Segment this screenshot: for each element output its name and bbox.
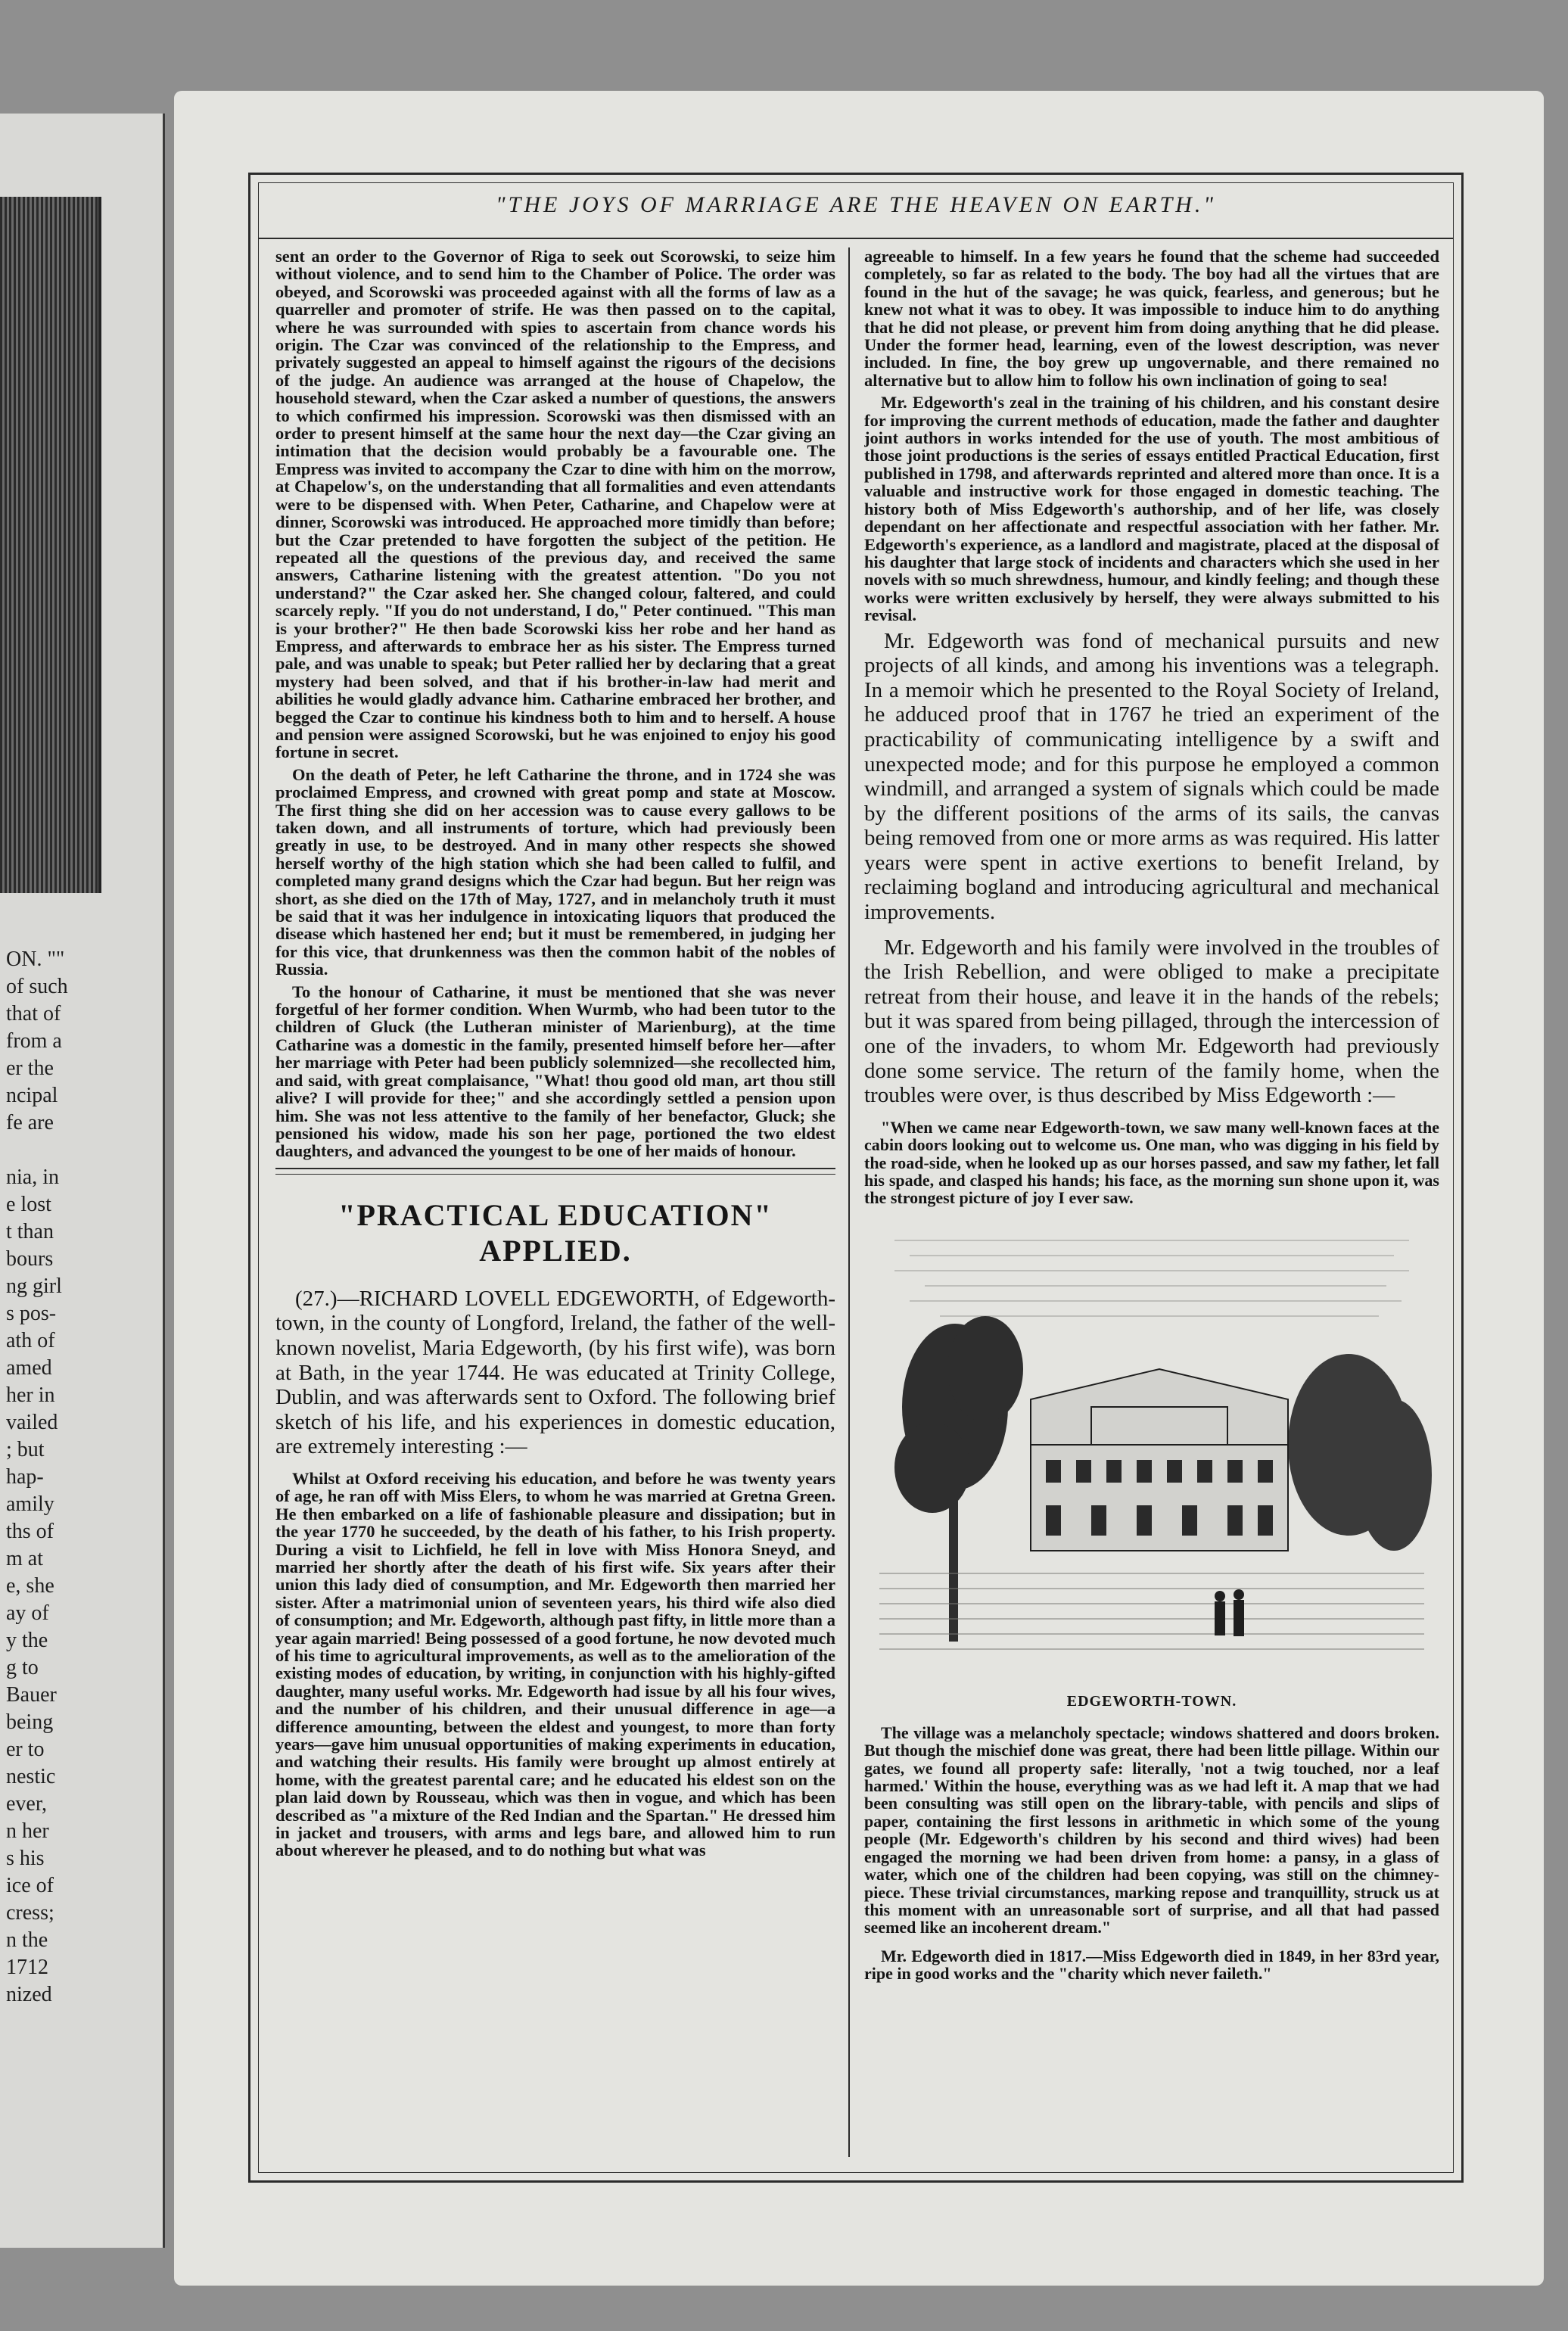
facing-page-fragment: amed	[6, 1356, 52, 1380]
facing-page-fragment: her in	[6, 1383, 55, 1407]
facing-page-fragment: er the	[6, 1057, 54, 1080]
facing-page-fragment: g to	[6, 1656, 39, 1679]
quote-village: The village was a melancholy spectacle; windows shattered and doors broken. But though the mischief done was great, there had been little pillage. Within our gates, we found all property safe: literally, 'not a twig touched, nor a leaf harmed.' Within the house, everything was as we had left it. A map that we had been consulting was still open on the library-table, with pencils and slips of paper, containing the first lessons in arithmetic in which some of the young people (Mr. Edgeworth's children by his second and third wives) had been engaged the morning we had been driven from home: a pansy, in a glass of water, which one of the children had been copying, was still on the chimney-piece. These trivial circumstances, marking repose and tranquillity, struck us at this moment with an unreasonable sort of surprise, and all that had passed seemed like an incoherent dream."	[864, 1723, 1439, 1937]
facing-page-fragment: hap-	[6, 1465, 44, 1489]
facing-page-fragment: amily	[6, 1492, 54, 1516]
edgeworth-town-engraving	[864, 1218, 1439, 1687]
paragraph-savage-boy: agreeable to himself. In a few years he found that the scheme had succeeded completely, so far as related to the body. The boy had all the virtues that are found in the hut of the savage; he was quick, fearless, and generous; but he knew not what it was to obey. It was impossible to induce him to do anything that he did not please, or prevent him from doing anything that he did please. Under the former head, learning, even of the lowest description, was never included. In fine, the boy grew up ungovernable, and there remained no alternative but to allow him to follow his own inclination of going to sea!	[864, 247, 1439, 390]
facing-page-fragment: nized	[6, 1983, 52, 2006]
page-frame	[248, 173, 1464, 2183]
facing-page-fragment: s pos-	[6, 1302, 57, 1325]
facing-page-fragment: nia, in	[6, 1166, 59, 1189]
paragraph-honour-of-catharine: To the honour of Catharine, it must be mentioned that she was never forgetful of her former condition. When Wurmb, who had been tutor to the children of Gluck (the Lutheran minister of Marienburg), at the time Catharine was a domestic in the family, presented himself before her—after her marriage with Peter had been publicly solemnized—she recollected him, and said, with great complaisance, "What! thou good old man, art thou still alive? I will provide for thee;" and she accordingly settled a pension upon him. She was not less attentive to the family of her benefactor, Gluck; she pensioned his widow, made his son her page, portioned the two eldest daughters, and advanced the youngest to be one of her maids of honour.	[275, 982, 835, 1161]
facing-page-fragment: that of	[6, 1002, 61, 1025]
facing-page-fragment: e lost	[6, 1193, 51, 1216]
paragraph-joint-authors: Mr. Edgeworth's zeal in the training of his children, and his constant desire for improving the current methods of education, made the father and daughter joint authors in works intended for the use of youth. The most ambitious of those joint productions is the series of essays entitled Practical Education, first published in 1798, and afterwards reprinted and altered more than once. It is a valuable and instructive work for those engaged in domestic teaching. The history both of Miss Edgeworth's authorship, and of her life, was closely dependant on her affectionate and respectful association with her father. Mr. Edgeworth's experience, as a landlord and magistrate, placed at the disposal of his daughter that large stock of incidents and characters which she used in her novels with so much shrewdness, humour, and kindly feeling; and though these works were written exclusively by herself, they were always submitted to his revisal.	[864, 393, 1439, 625]
facing-page-fragment: ncipal	[6, 1084, 58, 1107]
quote-return-home: "When we came near Edgeworth-town, we saw many well-known faces at the cabin doors looking out to welcome us. One man, who was digging in his field by the road-side, when he looked up as our horses passed, and saw my father, let fall his spade, and clasped his hands; his face, as the morning sun shone upon it, was the strongest picture of joy I ever saw.	[864, 1117, 1439, 1208]
paragraph-death-of-peter: On the death of Peter, he left Catharine the throne, and in 1724 she was proclaimed Empress, and crowned with great pomp and state at Moscow. The first thing she did on her accession was to cause every gallows to be taken down, and all instruments of torture, which had previously been greatly in use, to be destroyed. And in many other respects she showed herself worthy of the high station which she had been called to fulfil, and completed many grand designs which the Czar had begun. But her reign was short, as she died on the 17th of May, 1727, and in melancholy truth it must be said that it was her indulgence in intoxicating liquors that produced the disease which hastened her end; but it must be remembered, in judging her for this vice, that drunkenness was then the common habit of the nobles of Russia.	[275, 764, 835, 979]
facing-page-text-fragments	[6, 946, 157, 2009]
paragraph-edgeworth-intro: (27.)—RICHARD LOVELL EDGEWORTH, of Edgeworth-town, in the county of Longford, Ireland, the father of the well-known novelist, Maria Edgeworth, (by his first wife), was born at Bath, in the year 1744. He was educated at Trinity College, Dublin, and was afterwards sent to Oxford. The following brief sketch of his life, and his experiences in domestic education, are extremely interesting :—	[275, 1286, 835, 1459]
facing-page-fragment: n her	[6, 1819, 49, 1843]
paragraph-scorowski: sent an order to the Governor of Riga to seek out Scorowski, to seize him without violence, and to send him to the Chamber of Police. The order was obeyed, and Scorowski was proceeded against with all the forms of law as a quarreller and promoter of strife. He was then passed on to the capital, where he was surrounded with spies to ascertain from chance words his origin. The Czar was convinced of the relationship to the Empress, and privately suggested an appeal to himself against the rigours of the decisions of the judge. An audience was arranged at the house of Chapelow, the household steward, when the Czar asked a number of questions, the answers to which confirmed his impression. Scorowski was then dismissed with an order to present himself at the same hour the next day—the Czar giving an intimation that the decision would probably be a favourable one. The Empress was invited to accompany the Czar to dine with him on the morrow, at Chapelow's, on the understanding that all formalities and even attendants were to be dispensed with. When Peter, Catharine, and Chapelow were at dinner, Scorowski was introduced. He approached more timidly than before; but the Czar pretended to have forgotten the subject of the petition. He repeated all the questions of the previous day, and received the same answers, Catharine listening with the greatest attention. "Do you not understand?" the Czar asked her. She changed colour, faltered, and could scarcely reply. "If you do not understand, I do," Peter continued. "This man is your brother?" He then bade Scorowski kiss her robe and her hand as Empress, and afterwards to embrace her as his sister. The Empress turned pale, and was unable to speak; but Peter rallied her by declaring that a great mystery had been solved, and that if his brother-in-law had merit and abilities he would gladly advance him. Catharine embraced her brother, and begged the Czar to continue his kindness both to him and to herself. A house and pension were assigned Scorowski, but he was enjoined to enjoy his good fortune in secret.	[275, 247, 835, 762]
main-page	[174, 91, 1544, 2286]
page-frame-inner	[258, 182, 1454, 2173]
facing-page-fragment	[6, 1137, 157, 1164]
facing-page-fragment: from a	[6, 1029, 62, 1053]
left-column	[275, 247, 835, 2157]
engraving-caption: EDGEWORTH-TOWN.	[1066, 1692, 1237, 1710]
engraving-illustration	[864, 1218, 1439, 1687]
facing-page-fragment: ths of	[6, 1520, 54, 1543]
facing-page-fragment: ice of	[6, 1874, 54, 1897]
section-title: "PRACTICAL EDUCATION" APPLIED.	[338, 1197, 773, 1268]
facing-page-engraving	[0, 197, 101, 893]
facing-page-fragment: fe are	[6, 1111, 54, 1134]
facing-page-fragment: of such	[6, 975, 68, 998]
facing-page-fragment: e, she	[6, 1574, 54, 1598]
facing-page-fragment: m at	[6, 1547, 43, 1570]
section-rule	[275, 1168, 835, 1175]
facing-page-fragment: y the	[6, 1629, 48, 1652]
paragraph-oxford: Whilst at Oxford receiving his education, and before he was twenty years of age, he ran off with Miss Elers, to whom he was married at Gretna Green. He then embarked on a life of fashionable pleasure and dissipation; but in the year 1770 he succeeded, by the death of his father, to his Irish property. During a visit to Lichfield, he fell in love with Miss Honora Sneyd, and married her shortly after the death of his first wife. Six years after their union this lady died of consumption, and Mr. Edgeworth then married her sister. After a matrimonial union of seventeen years, his third wife also died of consumption; and Mr. Edgeworth, although past fifty, in little more than a year again married! Being possessed of a good fortune, he now devoted much of his time to agricultural improvements, as well as to the amelioration of the existing modes of education, by writing, in conjunction with his highly-gifted daughter, many useful works. Mr. Edgeworth had issue by all his four wives, and the number of his children, and their unusual difference in age—a difference amounting, between the eldest and youngest, to more than forty years—gave him unusual opportunities of making experiments in education, and watching their results. His family were brought up almost entirely at home, with the greatest parental care; and he educated his eldest son on the plan laid down by Rousseau, which was then in vogue, and which has been described as "a mixture of the Red Indian and the Spartan." He dressed him in jacket and trousers, with arms and legs bare, and allowed him to run about wherever he pleased, and to do nothing but what was	[275, 1468, 835, 1860]
facing-page-fragment: ng girl	[6, 1274, 62, 1298]
paragraph-deaths: Mr. Edgeworth died in 1817.—Miss Edgeworth died in 1849, in her 83rd year, ripe in good works and the "charity which never faileth."	[864, 1946, 1439, 1984]
facing-page-fragment: ay of	[6, 1601, 49, 1625]
running-header: "THE JOYS OF MARRIAGE ARE THE HEAVEN ON EARTH."	[259, 192, 1453, 239]
paragraph-irish-rebellion: Mr. Edgeworth and his family were involved in the troubles of the Irish Rebellion, and were obliged to make a precipitate retreat from their house, and leave it in the hands of the rebels; but it was spared from being pillaged, through the intercession of one of the invaders, to whom Mr. Edgeworth had previously done some service. The return of the family home, when the troubles were over, is thus described by Miss Edgeworth :—	[864, 935, 1439, 1108]
facing-page-fragment: ath of	[6, 1329, 55, 1352]
facing-page-fragment: ever,	[6, 1792, 48, 1816]
facing-page	[0, 114, 165, 2248]
facing-page-fragment: bours	[6, 1247, 54, 1271]
facing-page-fragment: cress;	[6, 1901, 54, 1925]
paragraph-telegraph: Mr. Edgeworth was fond of mechanical pursuits and new projects of all kinds, and among his inventions was a telegraph. In a memoir which he presented to the Royal Society of Ireland, he adduced proof that in 1767 he tried an experiment of the practicability of communicating intelligence by a swift and unexpected mode; and for this purpose he employed a common windmill, and arranged a system of signals which could be made by the different positions of the arms of its sails, the canvas being removed from one or more arms as was required. His latter years were spent in active exertions to benefit Ireland, by reclaiming bogland and introducing agricultural and mechanical improvements.	[864, 628, 1439, 925]
facing-page-fragment: s his	[6, 1847, 45, 1870]
facing-page-fragment: being	[6, 1710, 54, 1734]
facing-page-fragment: ; but	[6, 1438, 45, 1461]
facing-page-fragment: 1712	[6, 1956, 48, 1979]
facing-page-fragment: ON. ""	[6, 948, 65, 971]
facing-page-fragment: n the	[6, 1928, 48, 1952]
facing-page-fragment: er to	[6, 1738, 45, 1761]
right-column	[864, 247, 1439, 2157]
facing-page-fragment: t than	[6, 1220, 54, 1243]
facing-page-fragment: vailed	[6, 1411, 58, 1434]
column-divider	[848, 247, 850, 2157]
facing-page-fragment: Bauer	[6, 1683, 57, 1707]
facing-page-fragment: nestic	[6, 1765, 56, 1788]
